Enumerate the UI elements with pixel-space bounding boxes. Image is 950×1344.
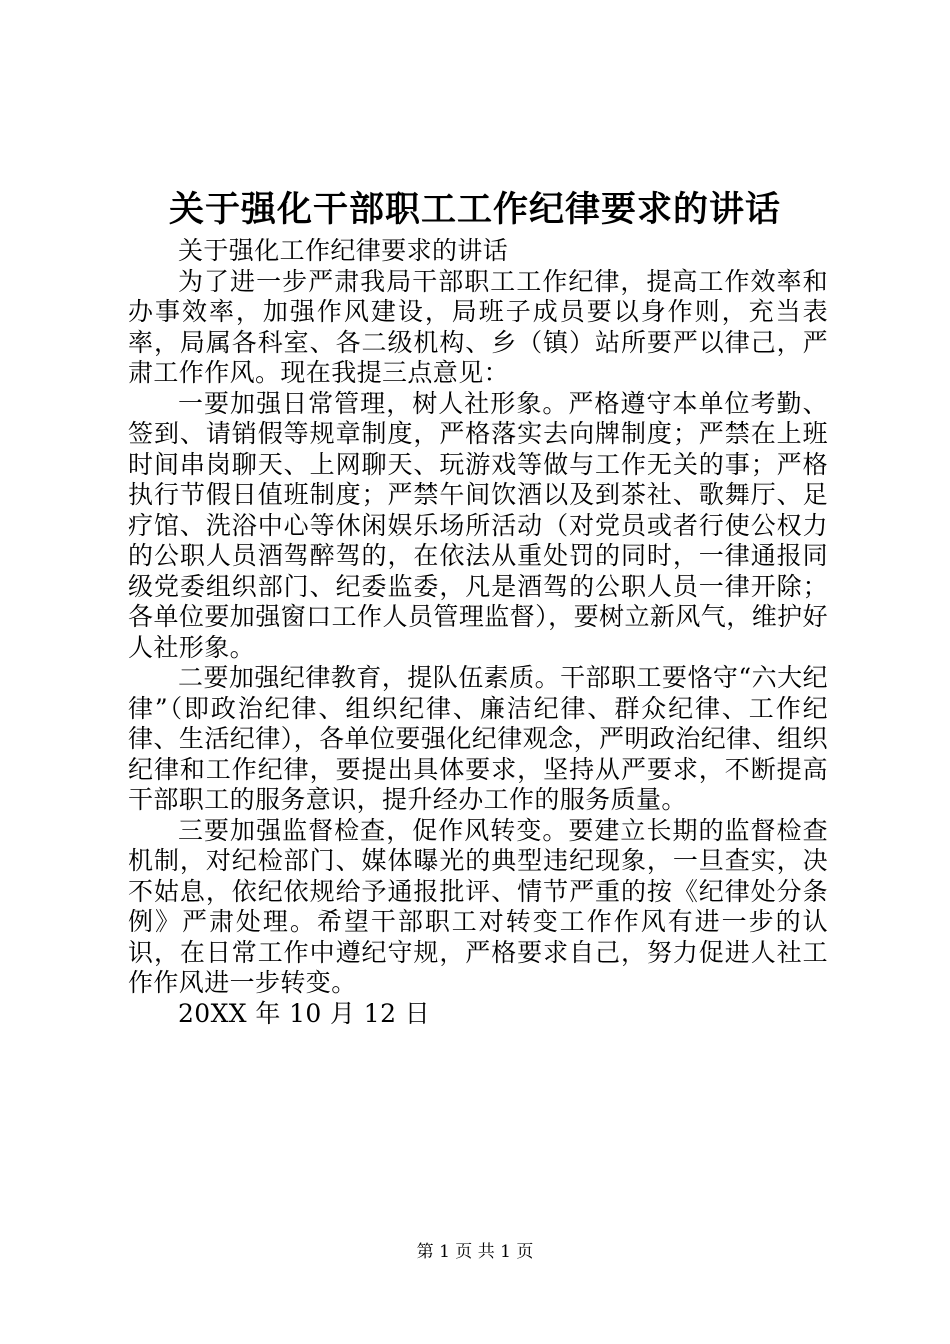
paragraph-point-two: 二要加强纪律教育，提队伍素质。干部职工要恪守“六大纪律”（即政治纪律、组织纪律、廉洁纪律、群众纪律、工作纪律、生活纪律），各单位要强化纪律观念，严明政治纪律、组织纪律和工作纪律，要提出具体要求，坚持从严要求，不断提高干部职工的服务意识，提升经办工作的服务质量。 [128, 663, 828, 814]
paragraph-point-three: 三要加强监督检查，促作风转变。要建立长期的监督检查机制，对纪检部门、媒体曝光的典型违纪现象，一旦查实，决不姑息，依纪依规给予通报批评、情节严重的按《纪律处分条例》严肃处理。希望干部职工对转变工作作风有进一步的认识，在日常工作中遵纪守规，严格要求自己，努力促进人社工作作风进一步转变。 [128, 815, 828, 997]
document-title: 关于强化干部职工工作纪律要求的讲话 [168, 189, 781, 230]
paragraph-point-one: 一要加强日常管理，树人社形象。严格遵守本单位考勤、签到、请销假等规章制度，严格落实去向牌制度；严禁在上班时间串岗聊天、上网聊天、玩游戏等做与工作无关的事；严格执行节假日值班制度；严禁午间饮酒以及到茶社、歌舞厅、足疗馆、洗浴中心等休闲娱乐场所活动（对党员或者行使公权力的公职人员酒驾醉驾的，在依法从重处罚的同时，一律通报同级党委组织部门、纪委监委，凡是酒驾的公职人员一律开除；各单位要加强窗口工作人员管理监督），要树立新风气，维护好人社形象。 [128, 388, 828, 662]
document-subtitle: 关于强化工作纪律要求的讲话 [178, 236, 509, 265]
page-footer: 第 1 页 共 1 页 [416, 1242, 534, 1262]
document-date: 20XX 年 10 月 12 日 [178, 998, 431, 1028]
document-body [128, 236, 828, 1029]
paragraph-intro: 为了进一步严肃我局干部职工工作纪律，提高工作效率和办事效率，加强作风建设，局班子成员要以身作则，充当表率，局属各科室、各二级机构、乡（镇）站所要严以律己，严肃工作作风。现在我提三点意见： [128, 266, 828, 387]
